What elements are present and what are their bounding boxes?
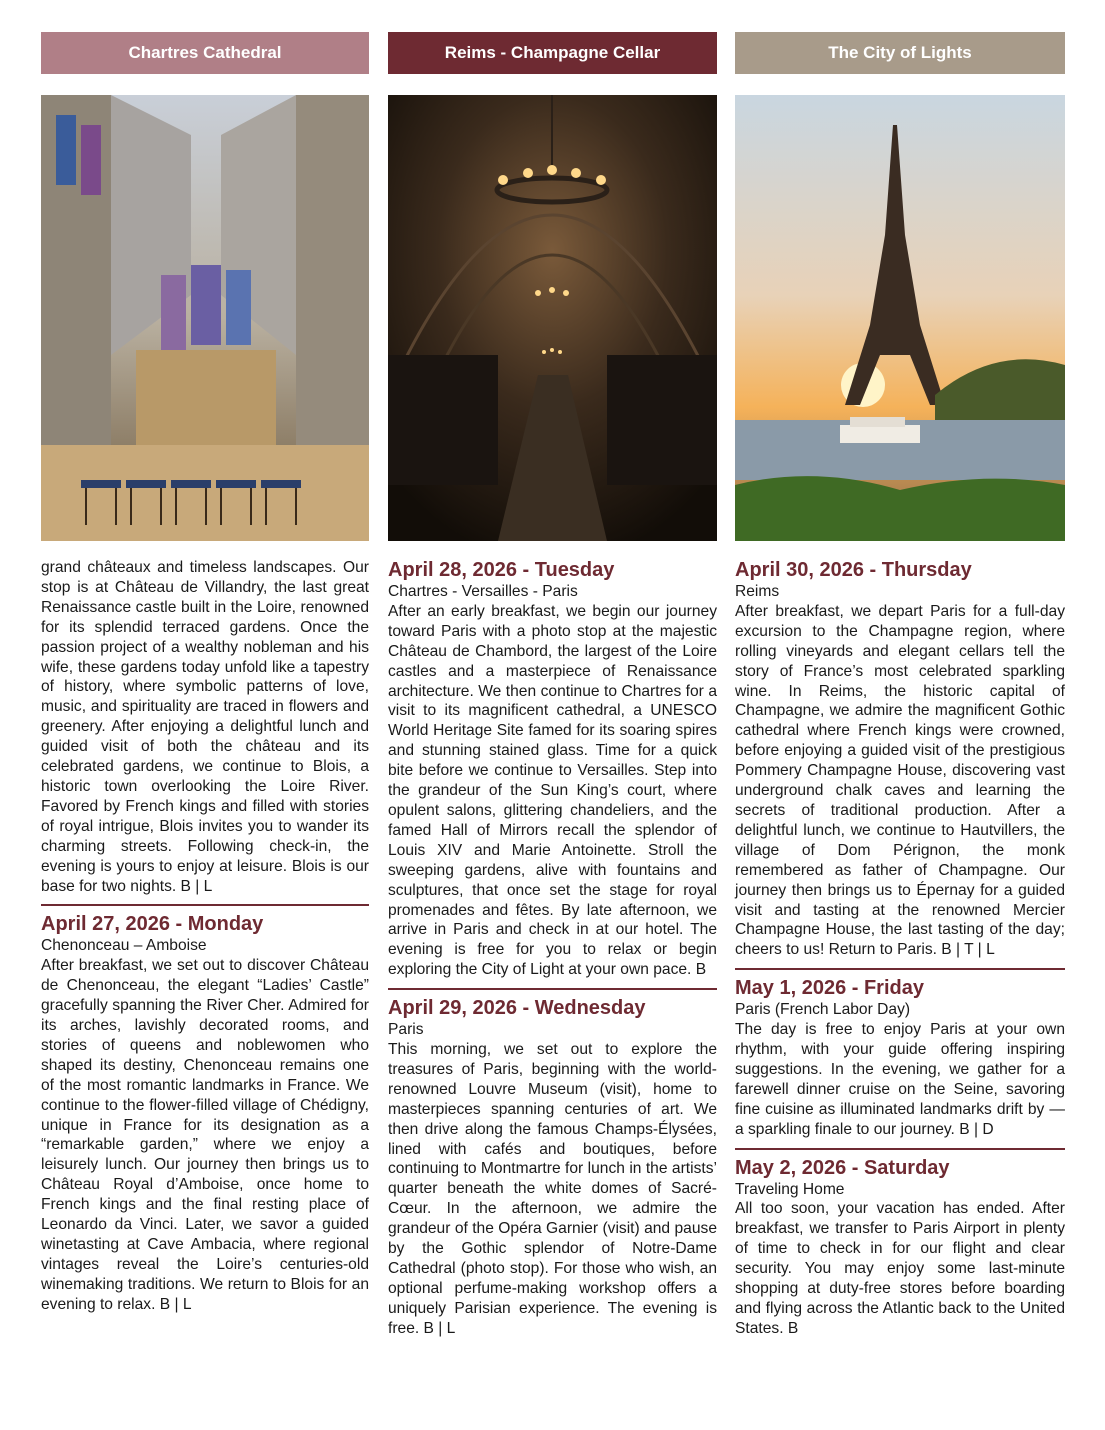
cathedral-illustration [41, 95, 369, 541]
day-body: After breakfast, we depart Paris for a full-day excursion to the Champagne region, where rolling vineyards and elegant cellars tell the story of France’s most celebrated sparkling wine. In Reims, the historic capital of Champagne, we admire the magnificent Gothic cathedral where French kings were crowned, before enjoying a guided visit of the prestigious Pommery Champagne House, discovering vast underground chalk caves and learning the secrets of traditional production. After a delightful lunch, we continue to Hautvillers, the village of Dom Pérignon, the monk remembered as father of Champagne. Our journey then brings us to Épernay for a guided visit and tasting at the renowned Mercier Champagne House, the last tasting of the day; cheers to us! Return to Paris. B | T | L [735, 602, 1065, 959]
day-title: May 2, 2026 - Saturday [735, 1156, 950, 1179]
day-title: April 28, 2026 - Tuesday [388, 559, 615, 581]
day-body: After an early breakfast, we begin our journey toward Paris with a photo stop at the majestic Château de Chambord, the largest of the Loire castles and a masterpiece of Renaissance architecture. We then continue to Chartres for a visit to its magnificent cathedral, a UNESCO World Heritage Site famed for its soaring spires and stunning stained glass. Time for a quick bite before we continue to Versailles. Step into the grandeur of the Sun King’s court, where opulent salons, glittering chandeliers, and the famed Hall of Mirrors recall the splendor of Louis XIV and Marie Antoinette. Stroll the sweeping gardens, alive with fountains and sculptures, that once set the stage for royal promenades and fêtes. By late afternoon, we arrive in Paris and check in at our hotel. The evening is free for you to relax or begin exploring the City of Light at your own pace. B [388, 602, 717, 979]
cellar-illustration [388, 95, 717, 541]
day-route: Traveling Home [735, 1180, 845, 1198]
intro-paragraph: grand châteaux and timeless landscapes. Our stop is at Château de Villandry, the last great Renaissance castle built in the Loire, renowned for its splendid terraced gardens. Once the passion project of a wealthy nobleman and his wife, these gardens today unfold like a tapestry of history, where symbolic patterns of love, music, and spirituality are traced in flowers and greenery. After enjoying a delightful lunch and guided visit of both the château and its celebrated gardens, we continue to Blois, a historic town overlooking the Loire River. Favored by French kings and filled with stories of royal intrigue, Blois invites you to wander its charming streets. Following check-in, the evening is yours to enjoy at leisure. Blois is our base for two nights. B | L [41, 559, 369, 895]
day-body: The day is free to enjoy Paris at your own rhythm, with your guide offering inspiring suggestions. In the evening, we gather for a farewell dinner cruise on the Seine, savoring fine cuisine as illuminated landmarks drift by — a sparkling finale to our journey. B | D [735, 1021, 1065, 1138]
photo-champagne-cellar-tunnel [388, 95, 717, 541]
column-3-text [735, 558, 1065, 1339]
day-body: After breakfast, we set out to discover Château de Chenonceau, the elegant “Ladies’ Castle” gracefully spanning the River Cher. Admired for its arches, lavishly decorated rooms, and stories of queens and noblewomen who shaped its destiny, Chenonceau remains one of the most romantic landmarks in France. We continue to the flower-filled village of Chédigny, unique in France for its designation as a “remarkable garden,” where we enjoy a leisurely lunch. Our journey then brings us to Château Royal d’Amboise, once home to French kings and the final resting place of Leonardo da Vinci. Later, we savor a guided winetasting at Cave Ambacia, where regional vintages reveal the Loire’s centuries-old winemaking traditions. We return to Blois for an evening to relax. B | L [41, 957, 369, 1313]
divider [735, 1148, 1065, 1150]
day-title: April 27, 2026 - Monday [41, 913, 264, 936]
tab-chartres-cathedral: Chartres Cathedral [41, 32, 369, 74]
day-title: April 30, 2026 - Thursday [735, 559, 972, 581]
tab-reims-champagne-cellar: Reims - Champagne Cellar [388, 32, 717, 74]
day-route: Paris [388, 1021, 424, 1039]
day-route: Chartres - Versailles - Paris [388, 583, 578, 600]
day-title: April 29, 2026 - Wednesday [388, 997, 646, 1020]
column-2-text [388, 558, 717, 1339]
divider [388, 988, 717, 990]
divider [735, 968, 1065, 970]
divider [41, 904, 369, 906]
column-1-text [41, 558, 369, 1315]
photo-chartres-cathedral-interior [41, 95, 369, 541]
day-body: This morning, we set out to explore the treasures of Paris, beginning with the world-renowned Louvre Museum (visit), home to masterpieces spanning centuries of art. We then drive along the famous Champs-Élysées, lined with cafés and boutiques, before continuing to Montmartre for lunch in the artists’ quarter beneath the white domes of Sacré-Cœur. In the afternoon, we admire the grandeur of the Opéra Garnier (visit) and pause by the Gothic splendor of Notre-Dame Cathedral (photo stop). For those who wish, an optional perfume-making workshop offers a uniquely Parisian experience. The evening is free. B | L [388, 1041, 717, 1337]
tab-city-of-lights: The City of Lights [735, 32, 1065, 74]
day-route: Reims [735, 583, 780, 600]
day-body: All too soon, your vacation has ended. After breakfast, we transfer to Paris Airport in plenty of time to check in for our flight and clear security. You may enjoy some last-minute shopping at duty-free stores before boarding and flying across the Atlantic back to the United States. B [735, 1200, 1065, 1337]
eiffel-illustration [735, 95, 1065, 541]
day-route: Paris (French Labor Day) [735, 1001, 911, 1019]
day-title: May 1, 2026 - Friday [735, 977, 924, 1000]
day-route: Chenonceau – Amboise [41, 937, 207, 955]
photo-eiffel-tower-sunset [735, 95, 1065, 541]
